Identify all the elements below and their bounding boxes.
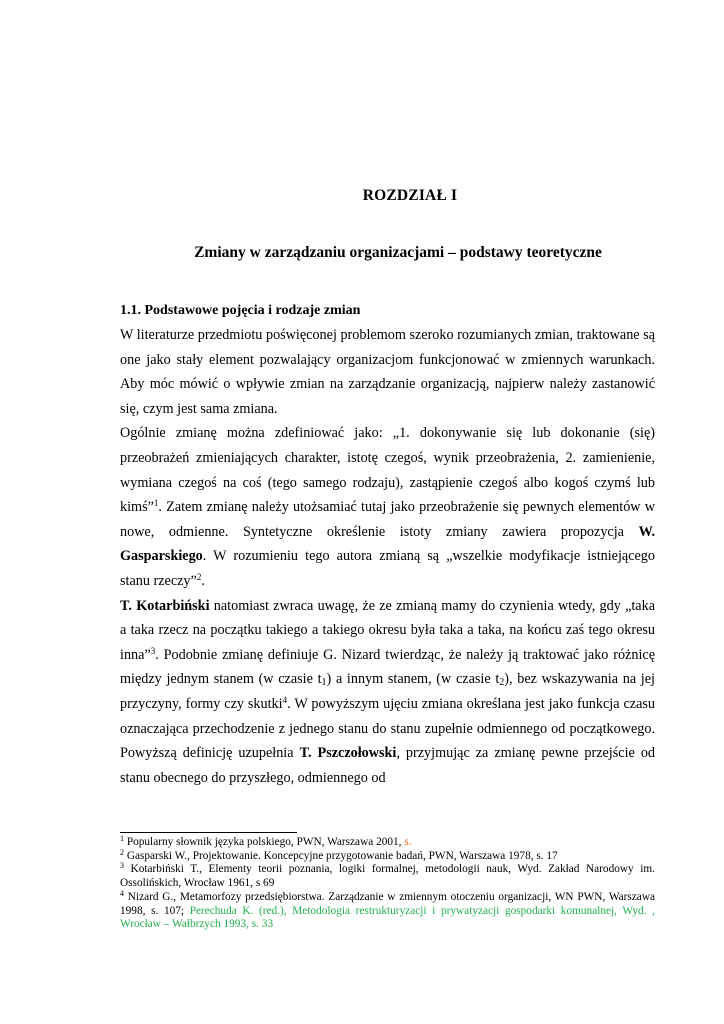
footnote-1: $^1$ Popularny słownik języka polskiego, PWN, Warszawa 2001, s. [120,834,412,848]
footnote-ref[interactable]: 2 [196,571,202,582]
author-name: T. Pszczołowski [299,745,397,762]
footnote-2: $^2$ Gasparski W., Projektowanie. Koncepcyjne przygotowanie badań, PWN, Warszawa 1978, s. 17 [120,847,558,862]
section-heading: 1.1. Podstawowe pojęcia i rodzaje zmian [120,303,361,318]
body-text [120,323,655,790]
footnotes [120,836,655,932]
chapter-title: ROZDZIAŁ I [362,187,458,204]
chapter-subtitle: Zmiany w zarządzaniu organizacjami – podstawy teoretyczne [194,244,602,261]
footnote-4: $^4$ Nizard G., Metamorfozy przedsiębiorstwa. Zarządzanie w zmiennym otoczeniu organizacji, WN PWN, Warszawa 1998, s. 107; Perechuda K. (red.), Metodologia restrukturyzacji i prywatyzacji gospodarki komunalnej, Wyd. , Wrocław – Wałbrzych 1993, s. 33 [120,888,655,931]
author-name: T. Kotarbiński [120,597,210,614]
paragraph-1: W literaturze przedmiotu poświęconej problemom szeroko rozumianych zmian, traktowane są one jako stały element pozwalający organizacjom funkcjonować w zmiennych warunkach. Aby móc mówić o wpływie zmian na zarządzanie organizacją, najpierw należy zastanowić się, czym jest sama zmiana. [120,327,655,417]
footnote-ref[interactable]: 4 [282,694,288,705]
footnote-separator [120,832,297,833]
paragraph-2: Ogólnie zmianę można zdefiniować jako: „1. dokonywanie się lub dokonanie (się) przeobrażeń zmieniających charakter, istotę czegoś, wynik przeobrażenia, 2. zamienienie, wymiana czegoś na coś (tego samego rodzaju), zastąpienie czegoś albo kogoś czymś lub kimś”$^1$. Zatem zmianę należy utożsamiać tutaj jako przeobrażenie się pewnych elementów w nowe, odmienne. Syntetyczne określenie istoty zmiany zawiera propozycja W. Gasparskiego. W rozumieniu tego autora zmianą są „wszelkie modyfikacje istniejącego stanu rzeczy”$^2$. [120,425,655,589]
author-name: W. Gasparskiego [120,523,655,565]
footnote-ref[interactable]: 3 [150,645,156,656]
footnote-ref[interactable]: 1 [153,498,159,509]
footnote-3: $^3$ Kotarbiński T., Elementy teorii poznania, logiki formalnej, metodologii nauk, Wyd. Zakład Narodowy im. Ossolińskich, Wrocław 1961, s 69 [120,861,655,890]
paragraph-3: T. Kotarbiński natomiast zwraca uwagę, że ze zmianą mamy do czynienia wtedy, gdy „taka a taka rzecz na początku takiego a takiego okresu była taka a taka, na końcu zaś tego okresu inna”$^3$. Podobnie zmianę definiuje G. Nizard twierdząc, że należy ją traktować jako różnicę między jednym stanem (w czasie $t_1$) a innym stanem, (w czasie $t_2$), bez wskazywania na jej przyczyny, formy czy skutki$^4$. W powyższym ujęciu zmiana określana jest jako funkcja czasu oznaczająca przechodzenie z jednego stanu do stanu zupełnie odmiennego od początkowego. Powyższą definicję uzupełnia T. Pszczołowski, przyjmując za zmianę pewne przejście od stanu obecnego do przyszłego, odmiennego od [120,597,656,786]
